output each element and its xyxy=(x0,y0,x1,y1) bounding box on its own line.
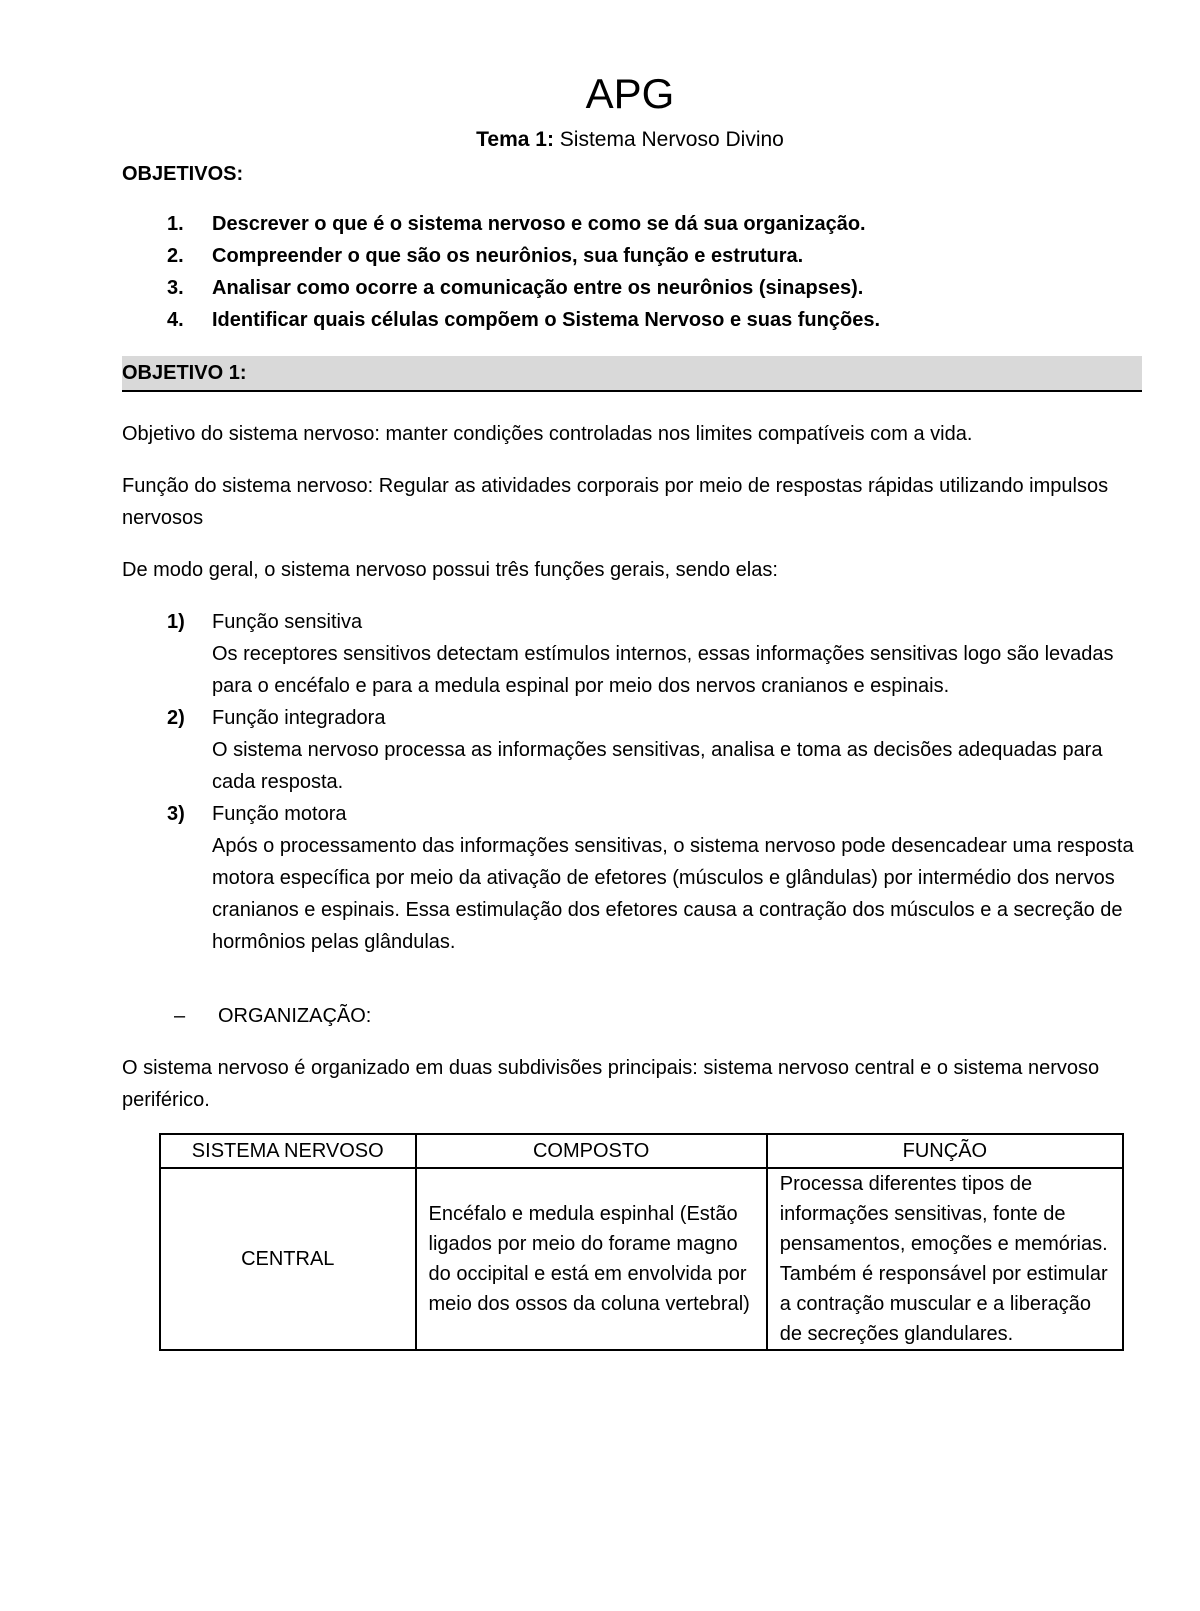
subtitle-label: Tema 1: xyxy=(476,128,554,151)
table-cell-funcao: Processa diferentes tipos de informações sensitivas, fonte de pensamentos, emoções e memórias. Também é responsável por estimular a contração muscular e a liberação de secreções glandulares. xyxy=(767,1168,1123,1350)
objectives-list xyxy=(122,208,1142,336)
objective-text: Compreender o que são os neurônios, sua função e estrutura. xyxy=(212,245,804,267)
table-header-sistema: SISTEMA NERVOSO xyxy=(160,1134,416,1168)
function-number: 1) xyxy=(167,611,185,633)
function-description: Após o processamento das informações sensitivas, o sistema nervoso pode desencadear uma resposta motora específica por meio da ativação de efetores (músculos e glândulas) por intermédio dos nervos cranianos e espinais. Essa estimulação dos efetores causa a contração dos músculos e a secreção de hormônios pelas glândulas. xyxy=(212,835,1134,953)
table-header-row xyxy=(160,1134,1123,1168)
function-description: Os receptores sensitivos detectam estímulos internos, essas informações sensitivas logo são levadas para o encéfalo e para a medula espinal por meio dos nervos cranianos e espinais. xyxy=(212,643,1114,697)
paragraph-modo-geral: De modo geral, o sistema nervoso possui três funções gerais, sendo elas: xyxy=(122,559,778,581)
objective-text: Descrever o que é o sistema nervoso e como se dá sua organização. xyxy=(212,213,866,235)
paragraph-objetivo: Objetivo do sistema nervoso: manter condições controladas nos limites compatíveis com a vida. xyxy=(122,423,973,445)
function-description: O sistema nervoso processa as informações sensitivas, analisa e toma as decisões adequadas para cada resposta. xyxy=(212,739,1103,793)
objective-item xyxy=(122,240,1142,272)
paragraph-funcao: Função do sistema nervoso: Regular as atividades corporais por meio de respostas rápidas utilizando impulsos nervosos xyxy=(122,475,1109,529)
organizacao-heading-row xyxy=(122,1000,1200,1032)
section-heading-bar xyxy=(122,356,1142,392)
document-subtitle xyxy=(0,126,1200,154)
objective-item xyxy=(122,208,1142,240)
table-header-funcao: FUNÇÃO xyxy=(767,1134,1123,1168)
objective-text: Identificar quais células compõem o Sistema Nervoso e suas funções. xyxy=(212,309,881,331)
objective-item xyxy=(122,304,1142,336)
objective-item xyxy=(122,272,1142,304)
function-item xyxy=(122,798,1142,958)
function-number: 3) xyxy=(167,803,185,825)
nervous-system-table xyxy=(159,1133,1124,1351)
functions-list xyxy=(122,606,1142,958)
function-number: 2) xyxy=(167,707,185,729)
function-title: Função sensitiva xyxy=(212,611,363,633)
function-item xyxy=(122,606,1142,702)
table-row xyxy=(160,1168,1123,1350)
objectives-heading: OBJETIVOS: xyxy=(122,163,244,185)
objective-number: 2. xyxy=(167,245,184,267)
section-heading: OBJETIVO 1: xyxy=(122,362,247,384)
document-title: APG xyxy=(585,70,675,117)
dash-bullet: – xyxy=(174,1005,186,1027)
paragraph-organizacao: O sistema nervoso é organizado em duas subdivisões principais: sistema nervoso central e o sistema nervoso periférico. xyxy=(122,1057,1100,1111)
function-item xyxy=(122,702,1142,798)
objective-number: 1. xyxy=(167,213,184,235)
function-title: Função motora xyxy=(212,803,347,825)
objective-number: 4. xyxy=(167,309,184,331)
function-title: Função integradora xyxy=(212,707,386,729)
table-header-composto: COMPOSTO xyxy=(416,1134,767,1168)
table-cell-sistema: CENTRAL xyxy=(160,1168,416,1350)
objective-text: Analisar como ocorre a comunicação entre os neurônios (sinapses). xyxy=(212,277,864,299)
organizacao-heading: ORGANIZAÇÃO: xyxy=(218,1005,372,1027)
subtitle-text: Sistema Nervoso Divino xyxy=(559,128,784,151)
table-cell-composto: Encéfalo e medula espinhal (Estão ligados por meio do forame magno do occipital e está em envolvida por meio dos ossos da coluna vertebral) xyxy=(416,1168,767,1350)
objective-number: 3. xyxy=(167,277,184,299)
